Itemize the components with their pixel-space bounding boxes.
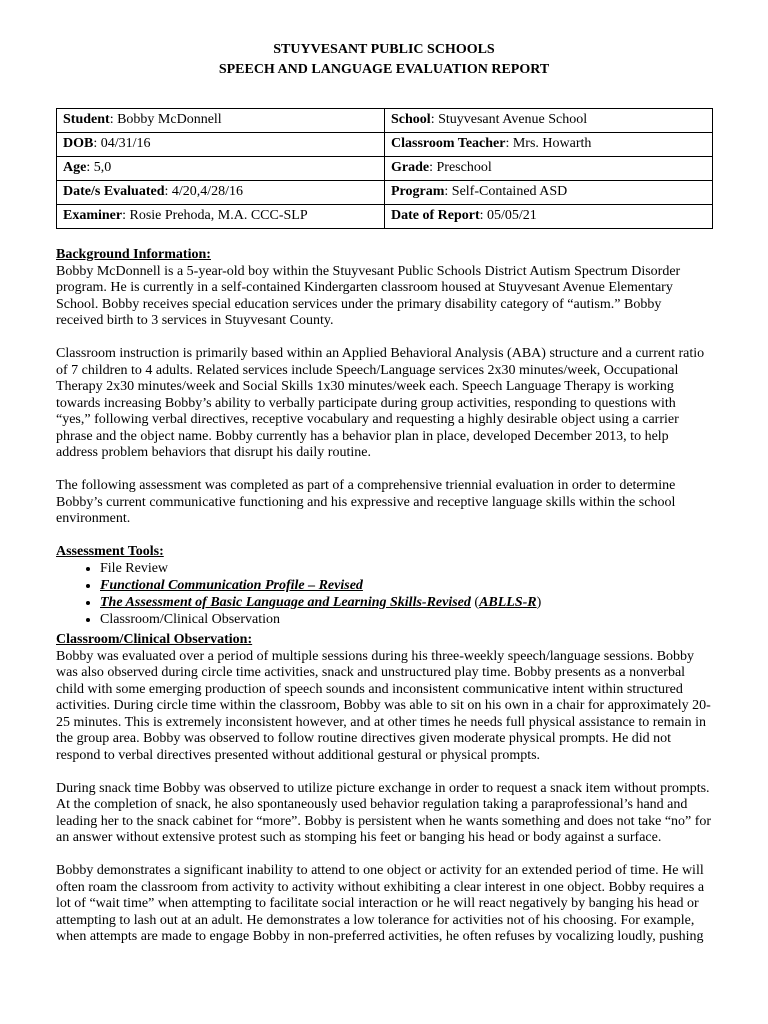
info-value: 04/31/16 (100, 136, 151, 151)
paren-open: ( (470, 595, 480, 610)
info-cell: Examiner: Rosie Prehoda, M.A. CCC-SLP (57, 205, 385, 229)
table-row (57, 181, 713, 205)
info-label: DOB (63, 136, 94, 151)
org-title: STUYVESANT PUBLIC SCHOOLS (273, 42, 495, 57)
info-cell: School: Stuyvesant Avenue School (385, 109, 713, 133)
info-value: Stuyvesant Avenue School (438, 112, 588, 127)
tools-heading: Assessment Tools: (56, 543, 164, 559)
list-item (100, 611, 712, 628)
info-value: 4/20,4/28/16 (171, 184, 244, 199)
report-title: SPEECH AND LANGUAGE EVALUATION REPORT (218, 62, 550, 77)
list-item (100, 577, 712, 594)
table-row (57, 205, 713, 229)
tool-label: Classroom/Clinical Observation (100, 612, 281, 627)
table-row (57, 133, 713, 157)
list-item (100, 594, 712, 611)
observation-paragraph: Bobby demonstrates a significant inability to attend to one object or activity for an extended period of time. He will often roam the classroom from activity to activity without exhibiting a clear interest in one object. Bobby requires a lot of “wait time” when attempting to facilitate social interaction or he will react negatively by banging his head or attempting to lash out at an adult. He demonstrates a low tolerance for activities not of his choosing. For example, when attempts are made to engage Bobby in non-preferred activities, he often refuses by vocalizing loudly, pushing (56, 863, 705, 944)
info-cell: Program: Self-Contained ASD (385, 181, 713, 205)
info-value: Bobby McDonnell (117, 112, 222, 127)
background-section (56, 247, 712, 528)
info-label: Examiner (63, 208, 123, 223)
background-paragraph: The following assessment was completed as part of a comprehensive triennial evaluation in order to determine Bobby’s current communicative functioning and his expressive and receptive language skills within the school environment. (56, 478, 676, 526)
observation-heading: Classroom/Clinical Observation: (56, 632, 253, 647)
info-cell: Classroom Teacher: Mrs. Howarth (385, 133, 713, 157)
background-heading: Background Information: (56, 247, 211, 262)
observation-section (56, 632, 712, 946)
paren-close: ) (536, 595, 542, 610)
tool-label: Functional Communication Profile – Revised (100, 578, 363, 593)
assessment-tools-section (56, 544, 712, 629)
info-value: Rosie Prehoda, M.A. CCC-SLP (129, 208, 308, 223)
background-paragraph: Bobby McDonnell is a 5-year-old boy within the Stuyvesant Public Schools District Autism Spectrum Disorder program. He is currently in a self-contained Kindergarten classroom housed at Stuyvesant Avenue Elementary School. Bobby receives special education services under the primary disability category of “autism.” Bobby received birth to 3 services in Stuyvesant County. (56, 263, 681, 328)
tool-label: File Review (100, 561, 169, 576)
info-label: Date of Report (391, 208, 480, 223)
info-value: Self-Contained ASD (451, 184, 568, 199)
tool-abbrev: ABLLS-R (479, 595, 537, 610)
info-label: School (391, 112, 431, 127)
tool-label: The Assessment of Basic Language and Learning Skills-Revised (100, 595, 471, 610)
table-row (57, 157, 713, 181)
info-value: 5,0 (93, 160, 112, 175)
info-cell: DOB: 04/31/16 (57, 133, 385, 157)
info-label: Program (391, 184, 445, 199)
student-info-table (56, 108, 713, 229)
info-cell: Grade: Preschool (385, 157, 713, 181)
table-row (57, 109, 713, 133)
info-value: 05/05/21 (487, 208, 537, 223)
info-label: Age (63, 160, 87, 175)
info-label: Date/s Evaluated (63, 184, 165, 199)
info-cell: Student: Bobby McDonnell (57, 109, 385, 133)
tools-list (56, 560, 712, 628)
info-label: Grade (391, 160, 430, 175)
observation-paragraph: Bobby was evaluated over a period of multiple sessions during his three-weekly speech/language sessions. Bobby was also observed during circle time activities, snack and unstructured play time. Bobby presents as a nonverbal child with some emerging production of speech sounds and inconsistent communicative intent within structured activities. During circle time within the classroom, Bobby was able to sit on his own in a chair for approximately 20-25 minutes. This is extremely inconsistent however, and at other times he needs full physical assistance to remain in the group area. Bobby was observed to follow routine directives given moderate physical prompts. He did not respond to verbal directives presented without additional gestural or physical prompts. (56, 648, 711, 763)
list-item (100, 560, 712, 577)
info-cell: Date/s Evaluated: 4/20,4/28/16 (57, 181, 385, 205)
info-cell: Age: 5,0 (57, 157, 385, 181)
info-label: Student (63, 112, 110, 127)
info-cell: Date of Report: 05/05/21 (385, 205, 713, 229)
observation-paragraph: During snack time Bobby was observed to utilize picture exchange in order to request a snack item without prompts. At the completion of snack, he also spontaneously used behavior regulation taking a paraprofessional’s hand and leading her to the snack cabinet for “more”. Bobby is persistent when he wants something and does not take “no” for an answer without extensive protest such as stomping his feet or banging his head or body against a surface. (56, 780, 712, 845)
info-label: Classroom Teacher (391, 136, 506, 151)
info-value: Preschool (436, 160, 492, 175)
background-paragraph: Classroom instruction is primarily based within an Applied Behavioral Analysis (ABA) structure and a current ratio of 7 children to 4 adults. Related services include Speech/Language services 2x30 minutes/week, Occupational Therapy 2x30 minutes/week and Social Skills 1x30 minutes/week each. Speech Language Therapy is working towards increasing Bobby’s ability to verbally participate during group activities, responding to questions with “yes,” following verbal directives, receptive vocabulary and requesting a highly desirable object using a carrier phrase and the object name. Bobby currently has a behavior plan in place, developed December 2013, to help address problem behaviors that disrupt his daily routine. (56, 346, 705, 460)
info-value: Mrs. Howarth (512, 136, 592, 151)
